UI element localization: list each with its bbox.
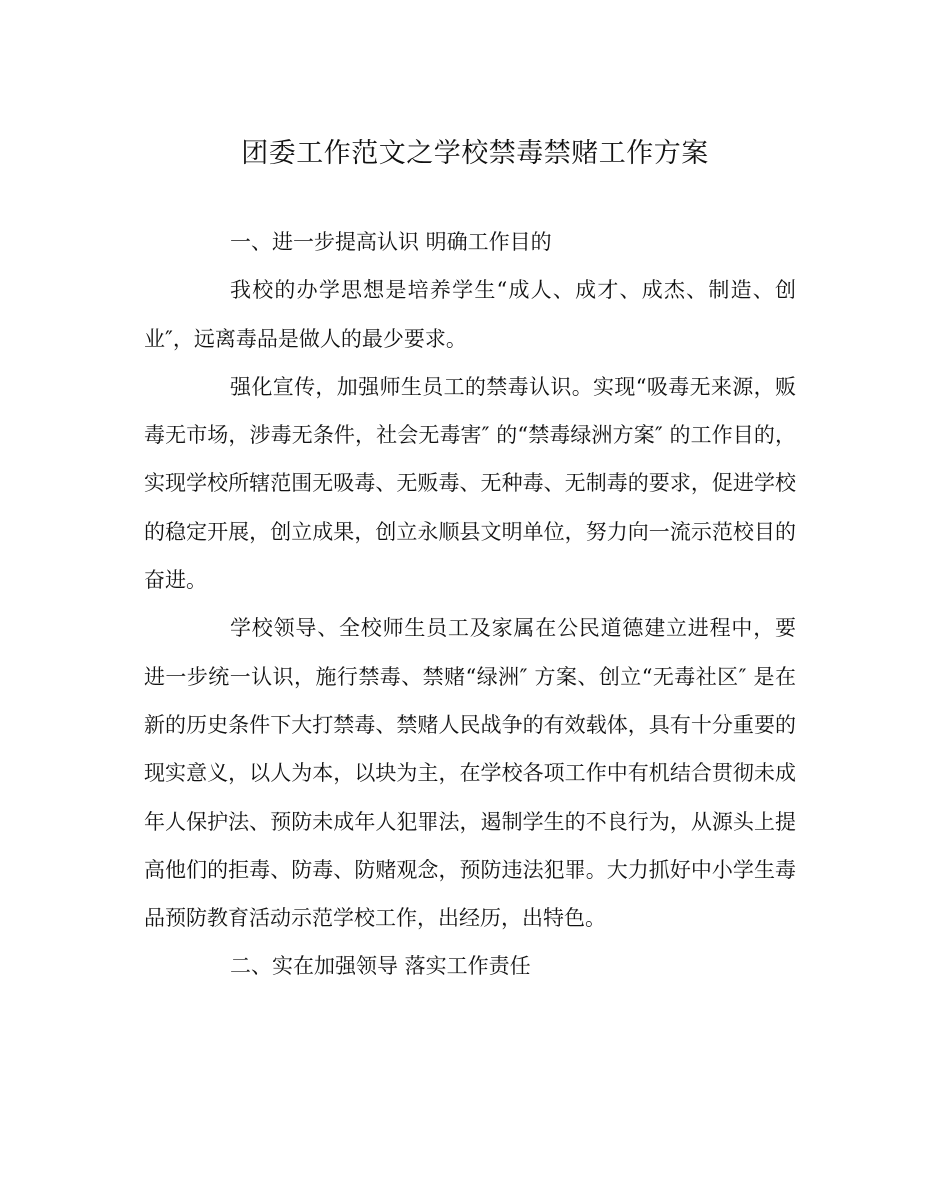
paragraph-3: 学校领导、全校师生员工及家属在公民道德建立进程中，要进一步统一认识，施行禁毒、禁赌“绿洲″ 方案、创立“无毒社区″ 是在新的历史条件下大打禁毒、禁赌人民战争的有效载体，具有十分重要的现实意义，以人为本，以块为主，在学校各项工作中有机结合贯彻未成年人保护法、预防未成年人犯罪法，遏制学生的不良行为，从源头上提高他们的拒毒、防毒、防赌观念，预防违法犯罪。大力抓好中小学生毒品预防教育活动示范学校工作，出经历，出特色。: [144, 616, 796, 931]
section-heading-1: 一、进一步提高认识 明确工作目的: [230, 230, 552, 254]
paragraph-1: 我校的办学思想是培养学生“成人、成才、成杰、制造、创业″，远离毒品是做人的最少要求。: [144, 278, 796, 351]
document-body: [144, 218, 796, 991]
paragraph-2: 强化宣传，加强师生员工的禁毒认识。实现“吸毒无来源，贩毒无市场，涉毒无条件，社会无毒害″ 的“禁毒绿洲方案″ 的工作目的，实现学校所辖范围无吸毒、无贩毒、无种毒、无制毒的要求，促进学校的稳定开展，创立成果，创立永顺县文明单位，努力向一流示范校目的奋进。: [144, 374, 796, 593]
document-title: 团委工作范文之学校禁毒禁赌工作方案: [241, 138, 709, 169]
section-heading-2: 二、实在加强领导 落实工作责任: [230, 954, 531, 979]
